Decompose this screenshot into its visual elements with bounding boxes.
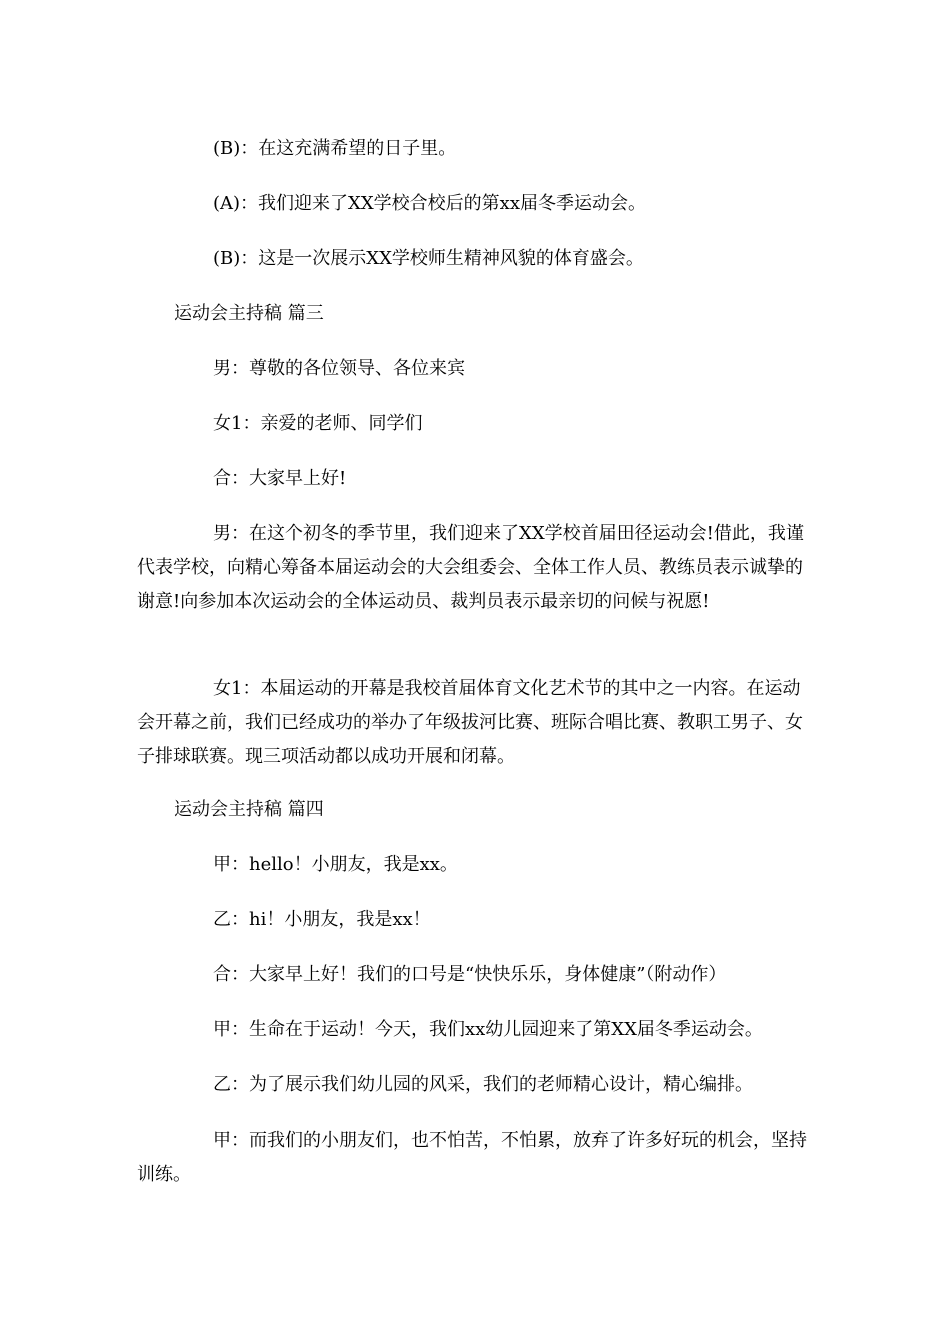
dialogue-line: 甲：hello！小朋友，我是xx。 bbox=[213, 854, 458, 875]
paragraph-male: 男：在这个初冬的季节里，我们迎来了XX学校首届田径运动会!借此，我谨代表学校，向精心筹备本届运动会的大会组委会、全体工作人员、教练员表示诚挚的谢意!向参加本次运动会的全体运动员、裁判员表示最亲切的问候与祝愿! bbox=[137, 523, 804, 612]
dialogue-line: (B)：在这充满希望的日子里。 bbox=[213, 138, 457, 159]
dialogue-line: 合：大家早上好！我们的口号是“快快乐乐，身体健康”（附动作） bbox=[213, 964, 727, 985]
dialogue-line: 乙：hi！小朋友，我是xx！ bbox=[213, 909, 431, 930]
dialogue-line: 乙：为了展示我们幼儿园的风采，我们的老师精心设计，精心编排。 bbox=[213, 1074, 753, 1095]
dialogue-line: 甲：生命在于运动！今天，我们xx幼儿园迎来了第XX届冬季运动会。 bbox=[213, 1019, 763, 1040]
dialogue-line: (B)：这是一次展示XX学校师生精神风貌的体育盛会。 bbox=[213, 248, 644, 269]
dialogue-line: 合：大家早上好! bbox=[213, 468, 347, 489]
dialogue-line: (A)：我们迎来了XX学校合校后的第xx届冬季运动会。 bbox=[213, 193, 646, 214]
dialogue-line: 女1：亲爱的老师、同学们 bbox=[213, 413, 423, 434]
section-heading-3: 运动会主持稿 篇三 bbox=[174, 303, 324, 324]
dialogue-line: 男：尊敬的各位领导、各位来宾 bbox=[213, 358, 465, 379]
section-heading-4: 运动会主持稿 篇四 bbox=[174, 799, 324, 820]
paragraph-female: 女1：本届运动的开幕是我校首届体育文化艺术节的其中之一内容。在运动会开幕之前，我们已经成功的举办了年级拔河比赛、班际合唱比赛、教职工男子、女子排球联赛。现三项活动都以成功开展和闭幕。 bbox=[137, 678, 803, 767]
paragraph-last: 甲：而我们的小朋友们，也不怕苦，不怕累，放弃了许多好玩的机会，坚持训练。 bbox=[137, 1130, 807, 1185]
